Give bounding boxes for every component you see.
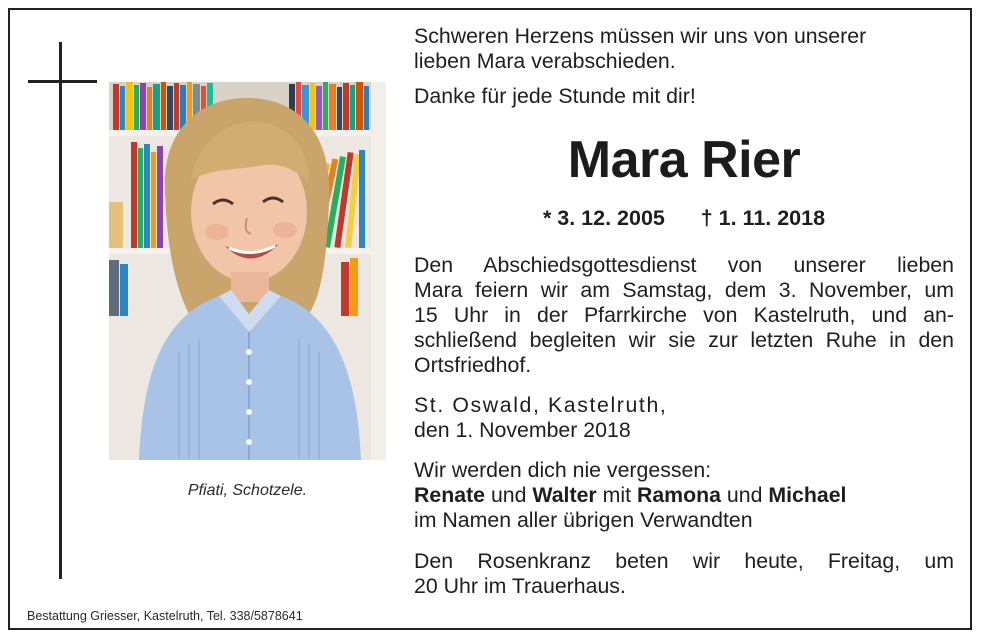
service-line: 15 Uhr in der Pfarrkirche von Kastelruth, und an-: [414, 303, 954, 327]
deceased-name: Mara Rier: [567, 131, 801, 189]
rosary-line-2: 20 Uhr im Trauerhaus.: [414, 574, 626, 598]
mourner-ramona: Ramona: [636, 483, 721, 507]
mourners-intro: Wir werden dich nie vergessen:: [414, 458, 712, 482]
conjunction: und: [490, 483, 527, 507]
service-line: Ortsfriedhof.: [414, 353, 532, 377]
place-date-paragraph: [414, 393, 954, 443]
intro-line-1-text: Schweren Herzens müssen wir uns von unserer: [414, 24, 867, 48]
rosary-paragraph: [414, 549, 954, 599]
death-date: † 1. 11. 2018: [700, 206, 826, 230]
relatives-line: im Namen aller übrigen Verwandten: [414, 508, 753, 532]
cross-icon-horizontal: [28, 80, 97, 83]
mourners-names: [414, 483, 954, 508]
service-paragraph: [414, 253, 954, 378]
photo-caption: Pfiati, Schotzele.: [187, 482, 308, 499]
portrait-photo: [109, 82, 386, 460]
birth-date: * 3. 12. 2005: [542, 206, 665, 230]
service-line: Mara feiern wir am Samstag, dem 3. November, um: [414, 278, 954, 302]
cross-icon-vertical: [59, 42, 62, 579]
intro-paragraph: [414, 24, 954, 74]
conjunction: und: [726, 483, 763, 507]
mourner-michael: Michael: [768, 483, 847, 507]
mourners-paragraph: [414, 458, 954, 533]
thanks-text: Danke für jede Stunde mit dir!: [414, 84, 696, 108]
conjunction: mit: [602, 483, 632, 507]
service-line: schließend begleiten wir sie zur letzten Ruhe in den: [414, 328, 954, 352]
service-line: Den Abschiedsgottesdienst von unserer lieben: [414, 253, 954, 277]
thanks-line: [414, 84, 954, 109]
mourner-walter: Walter: [532, 483, 597, 507]
mourner-renate: Renate: [414, 483, 486, 507]
rosary-line-1: Den Rosenkranz beten wir heute, Freitag, um: [414, 549, 954, 573]
funeral-home-contact: Bestattung Griesser, Kastelruth, Tel. 338/5878641: [27, 609, 303, 623]
life-dates: [414, 206, 954, 231]
place-line: St. Oswald, Kastelruth,: [414, 393, 668, 417]
intro-line-2: lieben Mara verabschieden.: [414, 49, 676, 73]
date-line: den 1. November 2018: [414, 418, 631, 442]
intro-line-1: [414, 24, 954, 49]
